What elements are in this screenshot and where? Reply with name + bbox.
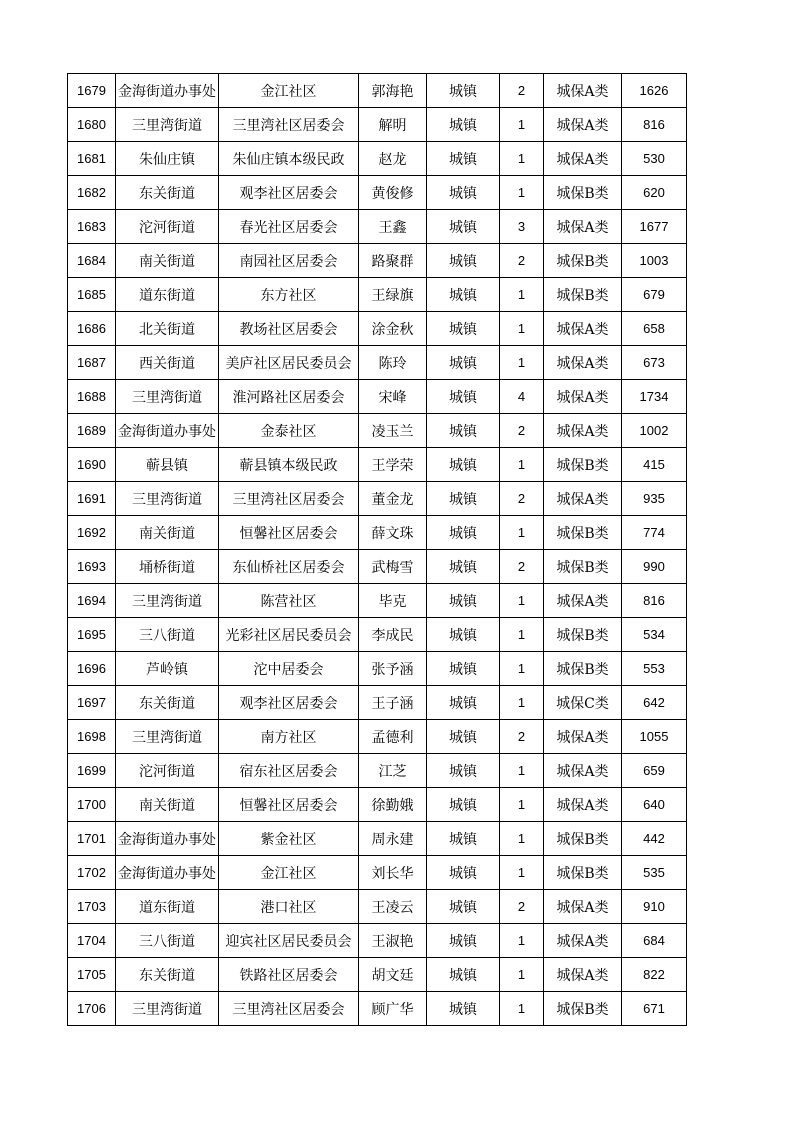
category-cell: 城保B类 — [544, 176, 622, 210]
name-cell: 周永建 — [359, 822, 427, 856]
household-size-cell: 1 — [500, 142, 544, 176]
table-row — [68, 822, 687, 856]
amount-cell: 1677 — [622, 210, 687, 244]
amount-cell: 1734 — [622, 380, 687, 414]
area-type-cell: 城镇 — [427, 958, 500, 992]
serial-cell: 1689 — [68, 414, 116, 448]
amount-cell: 415 — [622, 448, 687, 482]
table-row — [68, 244, 687, 278]
serial-cell: 1705 — [68, 958, 116, 992]
category-cell: 城保A类 — [544, 754, 622, 788]
name-cell: 孟德利 — [359, 720, 427, 754]
category-cell: 城保A类 — [544, 924, 622, 958]
amount-cell: 659 — [622, 754, 687, 788]
area-type-cell: 城镇 — [427, 618, 500, 652]
area-type-cell: 城镇 — [427, 550, 500, 584]
community-cell: 三里湾社区居委会 — [219, 108, 359, 142]
area-type-cell: 城镇 — [427, 414, 500, 448]
amount-cell: 935 — [622, 482, 687, 516]
table-row — [68, 176, 687, 210]
household-size-cell: 1 — [500, 516, 544, 550]
name-cell: 黄俊修 — [359, 176, 427, 210]
street-cell: 蕲县镇 — [116, 448, 219, 482]
area-type-cell: 城镇 — [427, 176, 500, 210]
category-cell: 城保B类 — [544, 618, 622, 652]
table-row — [68, 210, 687, 244]
table-row — [68, 312, 687, 346]
category-cell: 城保A类 — [544, 584, 622, 618]
household-size-cell: 2 — [500, 244, 544, 278]
household-size-cell: 1 — [500, 992, 544, 1026]
area-type-cell: 城镇 — [427, 516, 500, 550]
name-cell: 毕克 — [359, 584, 427, 618]
area-type-cell: 城镇 — [427, 74, 500, 108]
serial-cell: 1693 — [68, 550, 116, 584]
community-cell: 南园社区居委会 — [219, 244, 359, 278]
street-cell: 金海街道办事处 — [116, 414, 219, 448]
name-cell: 薛文珠 — [359, 516, 427, 550]
community-cell: 金江社区 — [219, 74, 359, 108]
household-size-cell: 1 — [500, 652, 544, 686]
community-cell: 三里湾社区居委会 — [219, 482, 359, 516]
amount-cell: 671 — [622, 992, 687, 1026]
table-row — [68, 414, 687, 448]
household-size-cell: 1 — [500, 448, 544, 482]
household-size-cell: 2 — [500, 550, 544, 584]
household-size-cell: 1 — [500, 754, 544, 788]
table-row — [68, 278, 687, 312]
name-cell: 刘长华 — [359, 856, 427, 890]
table-row — [68, 550, 687, 584]
serial-cell: 1697 — [68, 686, 116, 720]
serial-cell: 1684 — [68, 244, 116, 278]
area-type-cell: 城镇 — [427, 448, 500, 482]
street-cell: 三里湾街道 — [116, 584, 219, 618]
area-type-cell: 城镇 — [427, 346, 500, 380]
name-cell: 涂金秋 — [359, 312, 427, 346]
street-cell: 东关街道 — [116, 686, 219, 720]
amount-cell: 673 — [622, 346, 687, 380]
serial-cell: 1686 — [68, 312, 116, 346]
area-type-cell: 城镇 — [427, 584, 500, 618]
table-row — [68, 448, 687, 482]
serial-cell: 1685 — [68, 278, 116, 312]
serial-cell: 1706 — [68, 992, 116, 1026]
community-cell: 光彩社区居民委员会 — [219, 618, 359, 652]
serial-cell: 1699 — [68, 754, 116, 788]
community-cell: 三里湾社区居委会 — [219, 992, 359, 1026]
street-cell: 道东街道 — [116, 278, 219, 312]
name-cell: 江芝 — [359, 754, 427, 788]
category-cell: 城保C类 — [544, 686, 622, 720]
street-cell: 三里湾街道 — [116, 992, 219, 1026]
community-cell: 蕲县镇本级民政 — [219, 448, 359, 482]
name-cell: 赵龙 — [359, 142, 427, 176]
household-size-cell: 1 — [500, 958, 544, 992]
street-cell: 北关街道 — [116, 312, 219, 346]
household-size-cell: 4 — [500, 380, 544, 414]
amount-cell: 816 — [622, 584, 687, 618]
street-cell: 沱河街道 — [116, 210, 219, 244]
street-cell: 三里湾街道 — [116, 720, 219, 754]
community-cell: 淮河路社区居委会 — [219, 380, 359, 414]
table-row — [68, 380, 687, 414]
serial-cell: 1702 — [68, 856, 116, 890]
category-cell: 城保B类 — [544, 278, 622, 312]
table-row — [68, 958, 687, 992]
amount-cell: 990 — [622, 550, 687, 584]
street-cell: 金海街道办事处 — [116, 822, 219, 856]
category-cell: 城保B类 — [544, 516, 622, 550]
name-cell: 王淑艳 — [359, 924, 427, 958]
community-cell: 春光社区居委会 — [219, 210, 359, 244]
area-type-cell: 城镇 — [427, 142, 500, 176]
table-row — [68, 720, 687, 754]
area-type-cell: 城镇 — [427, 108, 500, 142]
records-table — [67, 73, 687, 1026]
community-cell: 铁路社区居委会 — [219, 958, 359, 992]
name-cell: 解明 — [359, 108, 427, 142]
street-cell: 东关街道 — [116, 176, 219, 210]
amount-cell: 1626 — [622, 74, 687, 108]
table-row — [68, 516, 687, 550]
community-cell: 观李社区居委会 — [219, 176, 359, 210]
serial-cell: 1683 — [68, 210, 116, 244]
amount-cell: 553 — [622, 652, 687, 686]
amount-cell: 530 — [622, 142, 687, 176]
category-cell: 城保B类 — [544, 822, 622, 856]
amount-cell: 816 — [622, 108, 687, 142]
amount-cell: 684 — [622, 924, 687, 958]
category-cell: 城保A类 — [544, 720, 622, 754]
area-type-cell: 城镇 — [427, 244, 500, 278]
name-cell: 王绿旗 — [359, 278, 427, 312]
name-cell: 郭海艳 — [359, 74, 427, 108]
street-cell: 道东街道 — [116, 890, 219, 924]
serial-cell: 1701 — [68, 822, 116, 856]
table-row — [68, 754, 687, 788]
category-cell: 城保A类 — [544, 788, 622, 822]
category-cell: 城保B类 — [544, 856, 622, 890]
name-cell: 徐勤娥 — [359, 788, 427, 822]
amount-cell: 442 — [622, 822, 687, 856]
street-cell: 朱仙庄镇 — [116, 142, 219, 176]
area-type-cell: 城镇 — [427, 380, 500, 414]
table-row — [68, 856, 687, 890]
household-size-cell: 1 — [500, 822, 544, 856]
table-row — [68, 686, 687, 720]
category-cell: 城保A类 — [544, 414, 622, 448]
amount-cell: 1003 — [622, 244, 687, 278]
category-cell: 城保A类 — [544, 108, 622, 142]
area-type-cell: 城镇 — [427, 924, 500, 958]
household-size-cell: 1 — [500, 584, 544, 618]
category-cell: 城保B类 — [544, 652, 622, 686]
community-cell: 金泰社区 — [219, 414, 359, 448]
household-size-cell: 1 — [500, 788, 544, 822]
household-size-cell: 1 — [500, 924, 544, 958]
name-cell: 胡文廷 — [359, 958, 427, 992]
household-size-cell: 2 — [500, 890, 544, 924]
household-size-cell: 3 — [500, 210, 544, 244]
serial-cell: 1694 — [68, 584, 116, 618]
category-cell: 城保B类 — [544, 244, 622, 278]
household-size-cell: 2 — [500, 414, 544, 448]
community-cell: 朱仙庄镇本级民政 — [219, 142, 359, 176]
category-cell: 城保A类 — [544, 74, 622, 108]
table-row — [68, 618, 687, 652]
category-cell: 城保B类 — [544, 550, 622, 584]
category-cell: 城保A类 — [544, 346, 622, 380]
household-size-cell: 2 — [500, 74, 544, 108]
street-cell: 西关街道 — [116, 346, 219, 380]
name-cell: 顾广华 — [359, 992, 427, 1026]
community-cell: 紫金社区 — [219, 822, 359, 856]
table-row — [68, 346, 687, 380]
community-cell: 恒馨社区居委会 — [219, 788, 359, 822]
household-size-cell: 2 — [500, 720, 544, 754]
category-cell: 城保B类 — [544, 992, 622, 1026]
amount-cell: 642 — [622, 686, 687, 720]
serial-cell: 1696 — [68, 652, 116, 686]
street-cell: 沱河街道 — [116, 754, 219, 788]
table-row — [68, 992, 687, 1026]
category-cell: 城保A类 — [544, 958, 622, 992]
household-size-cell: 1 — [500, 108, 544, 142]
street-cell: 金海街道办事处 — [116, 74, 219, 108]
area-type-cell: 城镇 — [427, 210, 500, 244]
name-cell: 路聚群 — [359, 244, 427, 278]
community-cell: 陈营社区 — [219, 584, 359, 618]
community-cell: 恒馨社区居委会 — [219, 516, 359, 550]
category-cell: 城保A类 — [544, 890, 622, 924]
community-cell: 观李社区居委会 — [219, 686, 359, 720]
amount-cell: 910 — [622, 890, 687, 924]
name-cell: 李成民 — [359, 618, 427, 652]
street-cell: 南关街道 — [116, 244, 219, 278]
area-type-cell: 城镇 — [427, 652, 500, 686]
amount-cell: 535 — [622, 856, 687, 890]
household-size-cell: 1 — [500, 856, 544, 890]
table-row — [68, 74, 687, 108]
category-cell: 城保A类 — [544, 380, 622, 414]
serial-cell: 1704 — [68, 924, 116, 958]
name-cell: 王凌云 — [359, 890, 427, 924]
table-row — [68, 924, 687, 958]
category-cell: 城保B类 — [544, 448, 622, 482]
table-row — [68, 584, 687, 618]
household-size-cell: 1 — [500, 312, 544, 346]
area-type-cell: 城镇 — [427, 278, 500, 312]
serial-cell: 1687 — [68, 346, 116, 380]
serial-cell: 1692 — [68, 516, 116, 550]
serial-cell: 1681 — [68, 142, 116, 176]
household-size-cell: 1 — [500, 346, 544, 380]
category-cell: 城保A类 — [544, 482, 622, 516]
household-size-cell: 2 — [500, 482, 544, 516]
community-cell: 东方社区 — [219, 278, 359, 312]
amount-cell: 620 — [622, 176, 687, 210]
household-size-cell: 1 — [500, 618, 544, 652]
area-type-cell: 城镇 — [427, 720, 500, 754]
area-type-cell: 城镇 — [427, 992, 500, 1026]
area-type-cell: 城镇 — [427, 856, 500, 890]
name-cell: 董金龙 — [359, 482, 427, 516]
household-size-cell: 1 — [500, 686, 544, 720]
area-type-cell: 城镇 — [427, 686, 500, 720]
street-cell: 东关街道 — [116, 958, 219, 992]
table-row — [68, 108, 687, 142]
area-type-cell: 城镇 — [427, 482, 500, 516]
serial-cell: 1680 — [68, 108, 116, 142]
area-type-cell: 城镇 — [427, 788, 500, 822]
street-cell: 三八街道 — [116, 618, 219, 652]
amount-cell: 658 — [622, 312, 687, 346]
category-cell: 城保A类 — [544, 312, 622, 346]
community-cell: 港口社区 — [219, 890, 359, 924]
area-type-cell: 城镇 — [427, 822, 500, 856]
name-cell: 王鑫 — [359, 210, 427, 244]
street-cell: 埇桥街道 — [116, 550, 219, 584]
area-type-cell: 城镇 — [427, 890, 500, 924]
street-cell: 三里湾街道 — [116, 482, 219, 516]
serial-cell: 1698 — [68, 720, 116, 754]
name-cell: 张予涵 — [359, 652, 427, 686]
serial-cell: 1690 — [68, 448, 116, 482]
area-type-cell: 城镇 — [427, 754, 500, 788]
serial-cell: 1691 — [68, 482, 116, 516]
amount-cell: 1002 — [622, 414, 687, 448]
community-cell: 东仙桥社区居委会 — [219, 550, 359, 584]
amount-cell: 1055 — [622, 720, 687, 754]
community-cell: 宿东社区居委会 — [219, 754, 359, 788]
serial-cell: 1679 — [68, 74, 116, 108]
records-table-body — [68, 74, 687, 1026]
area-type-cell: 城镇 — [427, 312, 500, 346]
household-size-cell: 1 — [500, 176, 544, 210]
serial-cell: 1700 — [68, 788, 116, 822]
table-row — [68, 652, 687, 686]
amount-cell: 822 — [622, 958, 687, 992]
name-cell: 王学荣 — [359, 448, 427, 482]
category-cell: 城保A类 — [544, 142, 622, 176]
table-row — [68, 482, 687, 516]
amount-cell: 679 — [622, 278, 687, 312]
community-cell: 教场社区居委会 — [219, 312, 359, 346]
category-cell: 城保A类 — [544, 210, 622, 244]
serial-cell: 1688 — [68, 380, 116, 414]
table-row — [68, 142, 687, 176]
street-cell: 三里湾街道 — [116, 380, 219, 414]
household-size-cell: 1 — [500, 278, 544, 312]
street-cell: 三里湾街道 — [116, 108, 219, 142]
street-cell: 金海街道办事处 — [116, 856, 219, 890]
name-cell: 武梅雪 — [359, 550, 427, 584]
community-cell: 金江社区 — [219, 856, 359, 890]
community-cell: 沱中居委会 — [219, 652, 359, 686]
street-cell: 南关街道 — [116, 788, 219, 822]
street-cell: 三八街道 — [116, 924, 219, 958]
street-cell: 芦岭镇 — [116, 652, 219, 686]
name-cell: 陈玲 — [359, 346, 427, 380]
community-cell: 迎宾社区居民委员会 — [219, 924, 359, 958]
amount-cell: 640 — [622, 788, 687, 822]
amount-cell: 774 — [622, 516, 687, 550]
community-cell: 南方社区 — [219, 720, 359, 754]
amount-cell: 534 — [622, 618, 687, 652]
serial-cell: 1703 — [68, 890, 116, 924]
table-row — [68, 890, 687, 924]
name-cell: 凌玉兰 — [359, 414, 427, 448]
street-cell: 南关街道 — [116, 516, 219, 550]
community-cell: 美庐社区居民委员会 — [219, 346, 359, 380]
name-cell: 王子涵 — [359, 686, 427, 720]
name-cell: 宋峰 — [359, 380, 427, 414]
table-row — [68, 788, 687, 822]
serial-cell: 1695 — [68, 618, 116, 652]
serial-cell: 1682 — [68, 176, 116, 210]
